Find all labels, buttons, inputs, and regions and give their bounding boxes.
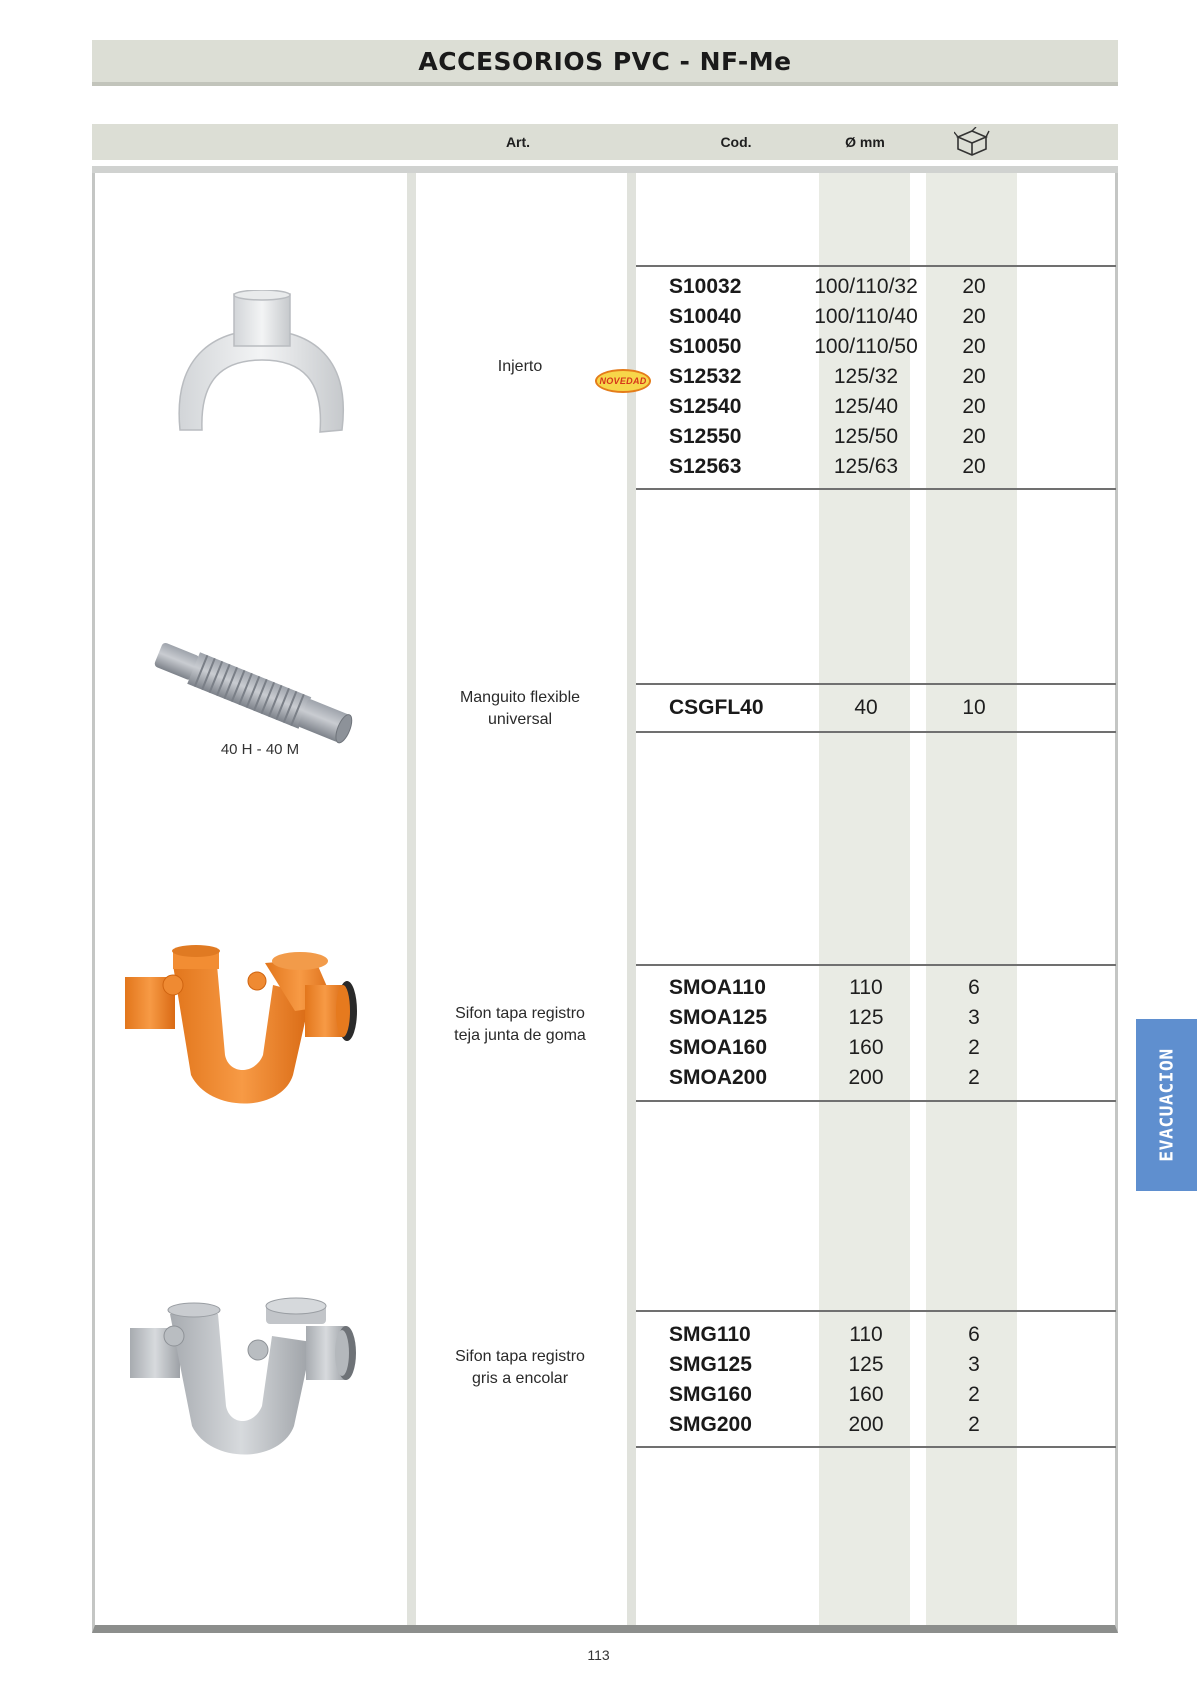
novedad-badge: NOVEDAD [595,369,651,393]
row-divider [636,731,1116,733]
art-sifon-gris: Sifon tapa registro gris a encolar [455,1348,585,1387]
header-art: Art. [505,134,531,150]
row-divider [636,1446,1116,1448]
row-divider [636,265,1116,267]
table-row: S12563 125/63 20 [669,455,986,478]
table-row: SMG160 160 2 [669,1383,980,1406]
box-icon [954,127,990,157]
section-tab-label: EVACUACION [1156,1048,1177,1162]
saddle-branch-image [172,290,352,450]
table-row: SMOA110 110 6 [669,976,980,999]
row-divider [636,1310,1116,1312]
art-sifon-teja: Sifon tapa registro teja junta de goma [454,1005,586,1044]
table-row: S12540 125/40 20 [669,395,986,418]
art-injerto: Injerto [497,358,543,375]
table-row: SMG125 125 3 [669,1353,980,1376]
table-row: SMG200 200 2 [669,1413,980,1436]
row-divider [636,1100,1116,1102]
page-title: ACCESORIOS PVC - NF-Me [418,46,792,76]
table-row: CSGFL40 40 10 [669,696,986,719]
flexible-sleeve-image [150,640,360,750]
row-divider [636,488,1116,490]
grey-siphon-image [130,1296,370,1466]
table-row: SMOA200 200 2 [669,1066,980,1089]
page-number: 113 [587,1647,610,1663]
art-manguito: Manguito flexible universal [459,689,581,728]
column-header [92,124,1118,160]
orange-siphon-image [125,945,365,1115]
title-bar [92,40,1118,86]
table-row: S12532 125/32 20 [669,365,986,388]
header-diameter: Ø mm [845,134,885,150]
column-separator [407,173,416,1625]
row-divider [636,683,1116,685]
header-cod: Cod. [720,134,752,150]
table-row: SMG110 110 6 [669,1323,980,1346]
sleeve-caption: 40 H - 40 M [220,741,300,758]
table-row: S10040 100/110/40 20 [669,305,986,328]
section-tab-evacuacion[interactable] [1136,1019,1197,1191]
header-underline [92,166,1118,173]
table-row: S10050 100/110/50 20 [669,335,986,358]
table-row: S10032 100/110/32 20 [669,275,986,298]
table-row: SMOA160 160 2 [669,1036,980,1059]
table-row: S12550 125/50 20 [669,425,986,448]
row-divider [636,964,1116,966]
table-row: SMOA125 125 3 [669,1006,980,1029]
